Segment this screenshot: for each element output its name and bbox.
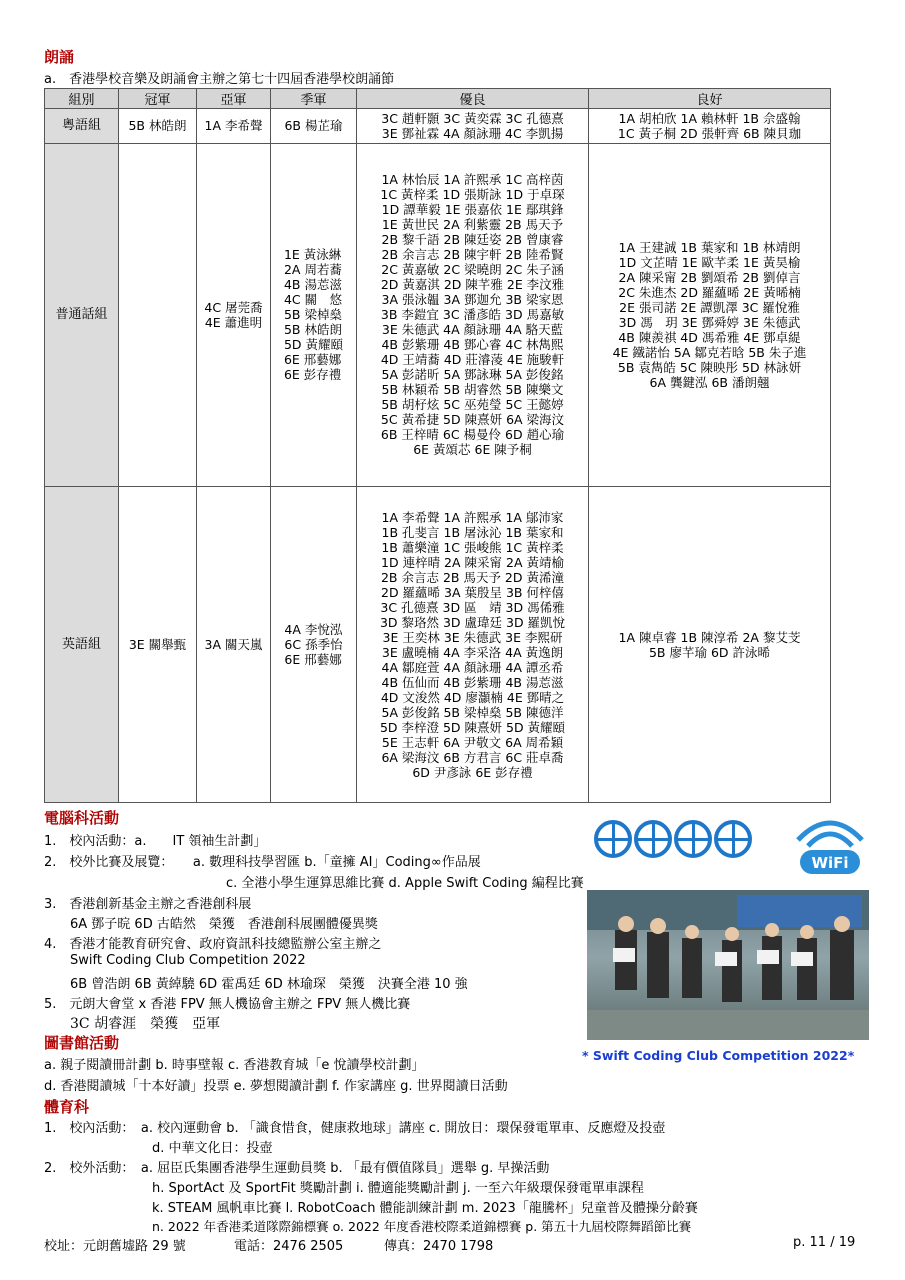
student-names: 4E 鐵諾怡 5A 鄒克若晗 5B 朱子進: [612, 344, 807, 360]
student-names: 1E 黃泳綝: [283, 247, 342, 263]
student-names: 4A 李悅泓: [284, 622, 343, 638]
student-names: 3A 張泳韞 3A 鄧迦允 3B 梁家恩: [381, 292, 564, 308]
champion-cell: [119, 487, 197, 803]
student-names: 6C 孫季怡: [284, 637, 343, 653]
student-names: 4E 蕭進明: [204, 314, 263, 330]
wifi-icon: [790, 812, 870, 877]
student-names: 6D 尹彥詠 6E 彭存禮: [412, 764, 533, 780]
computer-line: 2. 校外比賽及展覽： a. 數理科技學習匯 b.「童擁 AI」Coding∞作品展: [44, 855, 481, 870]
student-names: 1C 黃子桐 2D 張軒齊 6B 陳貝珈: [617, 125, 802, 141]
library-title: 圖書館活動: [44, 1034, 120, 1052]
champion-cell: [119, 143, 197, 486]
student-names: 6E 彭存禮: [283, 367, 342, 383]
student-names: 5B 廖芊瑜 6D 許泳晞: [648, 644, 771, 660]
student-names: 2D 黃嘉淇 2D 陳芊雅 2E 李汶雅: [380, 277, 565, 293]
table-header-row: [45, 89, 831, 109]
student-names: 2C 朱進杰 2D 羅蘊晞 2E 黃晞楠: [618, 284, 801, 300]
student-names: 5B 林皓朗: [128, 118, 187, 134]
student-names: 2A 陳采甯 2B 劉頌希 2B 劉倬言: [618, 269, 801, 285]
student-names: 1A 林怡辰 1A 許熙承 1C 高梓茵: [381, 172, 564, 188]
student-names: 1A 王建誠 1B 葉家和 1B 林靖朗: [618, 239, 801, 255]
second-runner-cell: [271, 487, 357, 803]
student-names: 4B 彭紫珊 4B 鄧心睿 4C 林雋熙: [381, 337, 564, 353]
table-row: [45, 109, 831, 144]
student-names: 5B 林皓朗: [283, 322, 342, 338]
student-names: 3E 王奕林 3E 朱德武 3E 李熙研: [382, 629, 563, 645]
pe-line: n. 2022 年香港柔道隊際錦標賽 o. 2022 年度香港校際柔道錦標賽 p. 第五十九屆校際舞蹈節比賽: [152, 1219, 692, 1234]
proficiency-cell: [589, 109, 831, 144]
first-runner-cell: [197, 143, 271, 486]
student-names: 4C 關 悠: [283, 292, 343, 308]
student-names: 5B 梁棹燊: [283, 307, 342, 323]
pe-line: d. 中華文化日：投壺: [152, 1141, 273, 1156]
student-names: 1D 連梓晴 2A 陳采甯 2A 黃靖榆: [381, 554, 564, 570]
student-names: 5B 袁雋皓 5C 陳映彤 5D 林詠妍: [617, 359, 802, 375]
student-names: 3D 黎珞然 3D 盧瑋廷 3D 羅凱悅: [379, 614, 566, 630]
merit-cell: [357, 487, 589, 803]
student-names: 5B 林穎希 5B 胡睿然 5B 陳樂文: [381, 382, 564, 398]
header-merit: 優良: [357, 89, 589, 109]
student-names: 4B 伍仙而 4B 彭紫珊 4B 湯莣滋: [381, 674, 564, 690]
student-names: 1A 陳卓睿 1B 陳淳希 2A 黎艾芠: [618, 629, 801, 645]
table-row: [45, 143, 831, 486]
student-names: 3C 趙軒顥 3C 黃奕霖 3C 孔德熹: [381, 110, 564, 126]
student-names: 5B 胡杍炫 5C 巫苑瑩 5C 王懿婷: [381, 397, 564, 413]
student-names: 3E 朱德武 4A 顏詠珊 4A 駱天藍: [381, 322, 564, 338]
pe-title: 體育科: [44, 1098, 90, 1116]
student-names: 5D 黃耀頤: [283, 337, 344, 353]
computer-line: 6A 鄧子晥 6D 古皓然 榮獲 香港創科展團體優異獎: [70, 917, 378, 932]
student-names: 2A 周若蕎: [283, 262, 342, 278]
student-names: 2E 張司諾 2E 譚凱澤 3C 羅悅雅: [619, 299, 800, 315]
footer-phone: 電話：2476 2505: [234, 1239, 344, 1254]
computer-line: 4. 香港才能教育研究會、政府資訊科技總監辦公室主辦之: [44, 937, 382, 952]
proficiency-cell: [589, 143, 831, 486]
header-proficiency: 良好: [589, 89, 831, 109]
computer-line: 3. 香港創新基金主辦之香港創科展: [44, 897, 252, 912]
student-names: 3E 盧曉楠 4A 李采洛 4A 黃逸朗: [381, 644, 564, 660]
computer-line: 6B 曾浩朗 6B 黃綽驍 6D 霍禹廷 6D 林瑜琛 榮獲 決賽全港 10 強: [70, 977, 468, 992]
header-second-runner: 季軍: [271, 89, 357, 109]
computer-title: 電腦科活動: [44, 809, 120, 827]
header-champion: 冠軍: [119, 89, 197, 109]
globe-icon: [634, 820, 672, 858]
pe-line: h. SportAct 及 SportFit 獎勵計劃 i. 體適能獎勵計劃 j. 一至六年級環保發電單車課程: [152, 1181, 644, 1196]
champion-cell: [119, 109, 197, 144]
student-names: 6E 邢藝娜: [284, 652, 342, 668]
library-line: d. 香港閱讀城「十本好讀」投票 e. 夢想閱讀計劃 f. 作家講座 g. 世界閱讀日活動: [44, 1079, 508, 1094]
student-names: 6E 邢藝娜: [283, 352, 342, 368]
merit-cell: [357, 109, 589, 144]
globe-icon: [714, 820, 752, 858]
student-names: 4A 鄒庭萱 4A 顏詠珊 4A 譚丞希: [381, 659, 564, 675]
student-names: 2C 黃嘉敏 2C 梁曉朗 2C 朱子涵: [381, 262, 564, 278]
student-names: 5D 李梓澄 5D 陳熹妍 5D 黃耀頤: [379, 719, 566, 735]
table-row: [45, 487, 831, 803]
globe-icon: [674, 820, 712, 858]
pe-line: 2. 校外活動： a. 屈臣氏集團香港學生運動員獎 b. 「最有價值隊員」選舉 g. 早操活動: [44, 1161, 550, 1176]
footer-page: p. 11 / 19: [793, 1235, 856, 1250]
student-names: 6A 龔鍵泓 6B 潘朗翹: [649, 374, 770, 390]
student-names: 6B 王梓晴 6C 楊曼伶 6D 趙心瑜: [380, 427, 565, 443]
student-names: 1D 文芷晴 1E 歐芊柔 1E 黃昊榆: [618, 254, 801, 270]
student-names: 4D 文浚然 4D 廖灝楠 4E 鄧晴之: [380, 689, 565, 705]
student-names: 3D 馮 玥 3E 鄧舜婷 3E 朱德武: [618, 314, 801, 330]
pe-line: 1. 校內活動： a. 校內運動會 b. 「識食惜食，健康救地球」講座 c. 開放日：環保發電單車、反應燈及投壺: [44, 1121, 666, 1136]
header-group: 組別: [45, 89, 119, 109]
header-first-runner: 亞軍: [197, 89, 271, 109]
student-names: 3E 鄧祉霖 4A 顏詠珊 4C 李凱揚: [381, 125, 564, 141]
student-names: 1E 黃世民 2A 利紫靈 2B 馬天予: [381, 217, 564, 233]
student-names: 5E 王志軒 6A 尹敬文 6A 周希穎: [381, 734, 564, 750]
computer-line: 5. 元朗大會堂 x 香港 FPV 無人機協會主辦之 FPV 無人機比賽: [44, 997, 411, 1012]
student-names: 1B 蕭樂潼 1C 張峻熊 1C 黃梓柔: [381, 539, 564, 555]
student-names: 3E 關舉甄: [128, 637, 187, 653]
student-names: 4D 王靖蕎 4D 莊濬蓤 4E 施駿軒: [380, 352, 565, 368]
competition-photo: [587, 890, 869, 1040]
student-names: 5A 彭俊銘 5B 梁棹燊 5B 陳德洋: [381, 704, 564, 720]
student-names: 3A 關天嵐: [204, 637, 263, 653]
student-names: 1A 李希聲 1A 許熙承 1A 鄔沛家: [381, 509, 564, 525]
student-names: 2B 余言志 2B 陳宇軒 2B 陸希賢: [381, 247, 564, 263]
student-names: 6B 楊芷瑜: [284, 118, 343, 134]
student-names: 2B 黎千語 2B 陳廷姿 2B 曾康睿: [381, 232, 564, 248]
student-names: 1D 譚華毅 1E 張嘉依 1E 鄢琪鋒: [381, 202, 564, 218]
student-names: 1B 孔斐言 1B 屠泳沁 1B 葉家和: [381, 524, 564, 540]
computer-line: Swift Coding Club Competition 2022: [70, 953, 306, 968]
student-names: 4B 陳羨祺 4D 馮希雅 4E 鄧卓緹: [618, 329, 801, 345]
second-runner-cell: [271, 109, 357, 144]
recitation-table: [44, 88, 831, 803]
student-names: 6E 黃頌芯 6E 陳予桐: [413, 442, 532, 458]
computer-line: 3C 胡睿涯 榮獲 亞軍: [70, 1016, 221, 1032]
merit-cell: [357, 143, 589, 486]
proficiency-cell: [589, 487, 831, 803]
student-names: 3B 李鎧宜 3C 潘彥皓 3D 馬嘉敏: [380, 307, 565, 323]
student-names: 4C 屠莞喬: [204, 299, 263, 315]
svg-text:WiFi: WiFi: [811, 854, 849, 872]
first-runner-cell: [197, 109, 271, 144]
second-runner-cell: [271, 143, 357, 486]
pe-line: k. STEAM 風帆車比賽 l. RobotCoach 體能訓練計劃 m. 2023「龍騰杯」兒童普及體操分齡賽: [152, 1201, 698, 1216]
computer-line: c. 全港小學生運算思維比賽 d. Apple Swift Coding 編程比賽: [226, 876, 584, 891]
student-names: 1C 黃梓柔 1D 張斯詠 1D 于卓琛: [380, 187, 565, 203]
footer-fax: 傳真：2470 1798: [384, 1239, 494, 1254]
student-names: 1A 李希聲: [204, 118, 263, 134]
group-cell: 粵語組: [45, 109, 119, 144]
group-cell: 普通話組: [45, 143, 119, 486]
globe-icon: [594, 820, 632, 858]
recitation-title: 朗誦: [44, 48, 75, 66]
footer-address: 校址：元朗舊墟路 29 號: [44, 1239, 186, 1254]
group-cell: 英語組: [45, 487, 119, 803]
computer-line: 1. 校內活動：a. IT 領袖生計劃」: [44, 834, 267, 849]
student-names: 6A 梁海汶 6B 方君言 6C 莊卓喬: [381, 749, 564, 765]
library-line: a. 親子閱讀冊計劃 b. 時事壁報 c. 香港教育城「e 悅讀學校計劃」: [44, 1058, 425, 1073]
student-names: 2D 羅蘊晞 3A 葉殷呈 3B 何梓僖: [381, 584, 564, 600]
student-names: 5A 彭諾昕 5A 鄧詠琳 5A 彭俊銘: [381, 367, 564, 383]
student-names: 3C 孔德熹 3D 區 靖 3D 馮俙雅: [380, 599, 565, 615]
photo-caption: * Swift Coding Club Competition 2022*: [582, 1048, 855, 1063]
recitation-subtitle: a. 香港學校音樂及朗誦會主辦之第七十四屆香港學校朗誦節: [44, 72, 395, 87]
student-names: 5C 黃希捷 5D 陳熹妍 6A 梁海汶: [380, 412, 565, 428]
student-names: 1A 胡柏欣 1A 賴林軒 1B 佘盛翰: [618, 110, 801, 126]
student-names: 4B 湯莣滋: [283, 277, 342, 293]
first-runner-cell: [197, 487, 271, 803]
student-names: 2B 余言志 2B 馬天予 2D 黃浠潼: [380, 569, 564, 585]
